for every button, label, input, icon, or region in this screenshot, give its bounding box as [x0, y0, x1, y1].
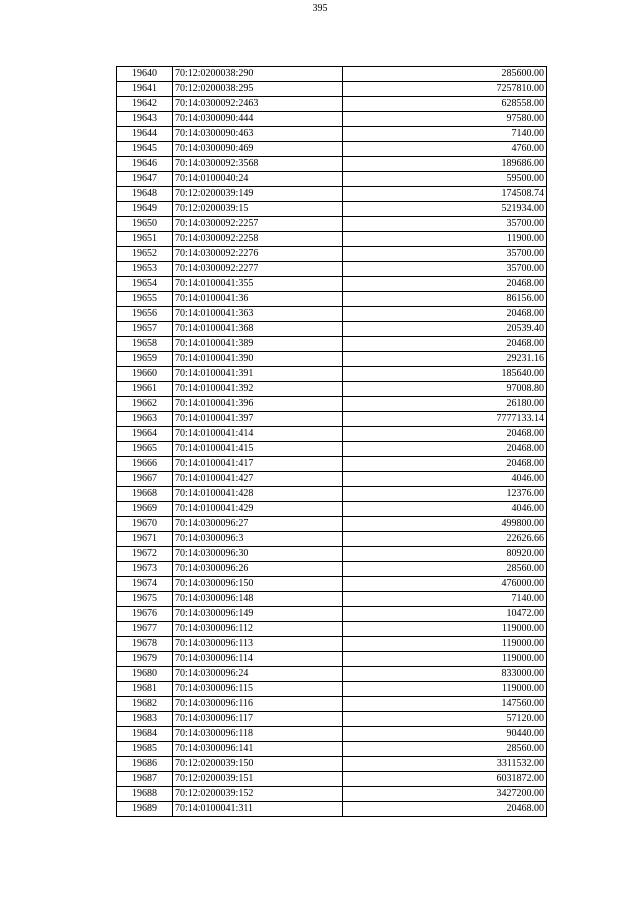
row-number: 19643: [117, 112, 173, 127]
value-cell: 189686.00: [343, 157, 547, 172]
value-cell: 7777133.14: [343, 412, 547, 427]
table-row: [117, 667, 547, 682]
row-number: 19658: [117, 337, 173, 352]
cadastral-number: 70:14:0300092:2463: [173, 97, 343, 112]
row-number: 19682: [117, 697, 173, 712]
row-number: 19644: [117, 127, 173, 142]
row-number: 19683: [117, 712, 173, 727]
table-row: [117, 697, 547, 712]
row-number: 19673: [117, 562, 173, 577]
cadastral-number: 70:12:0200039:152: [173, 787, 343, 802]
table-row: [117, 622, 547, 637]
row-number: 19667: [117, 472, 173, 487]
cadastral-number: 70:14:0300096:24: [173, 667, 343, 682]
row-number: 19645: [117, 142, 173, 157]
value-cell: 86156.00: [343, 292, 547, 307]
table-row: [117, 757, 547, 772]
table-row: [117, 517, 547, 532]
table-row: [117, 532, 547, 547]
table-row: [117, 547, 547, 562]
row-number: 19686: [117, 757, 173, 772]
row-number: 19665: [117, 442, 173, 457]
cadastral-number: 70:14:0100041:429: [173, 502, 343, 517]
table-row: [117, 682, 547, 697]
value-cell: 4046.00: [343, 472, 547, 487]
value-cell: 28560.00: [343, 742, 547, 757]
cadastral-number: 70:12:0200039:15: [173, 202, 343, 217]
row-number: 19669: [117, 502, 173, 517]
table-row: [117, 322, 547, 337]
row-number: 19648: [117, 187, 173, 202]
value-cell: 7257810.00: [343, 82, 547, 97]
table-row: [117, 502, 547, 517]
table-row: [117, 352, 547, 367]
cadastral-number: 70:14:0100041:390: [173, 352, 343, 367]
cadastral-number: 70:14:0300096:150: [173, 577, 343, 592]
value-cell: 499800.00: [343, 517, 547, 532]
cadastral-number: 70:14:0100041:36: [173, 292, 343, 307]
cadastral-number: 70:12:0200038:290: [173, 67, 343, 82]
value-cell: 35700.00: [343, 217, 547, 232]
data-table: [116, 66, 547, 817]
cadastral-number: 70:14:0300092:3568: [173, 157, 343, 172]
table-row: [117, 187, 547, 202]
value-cell: 20539.40: [343, 322, 547, 337]
cadastral-number: 70:14:0300096:118: [173, 727, 343, 742]
row-number: 19684: [117, 727, 173, 742]
cadastral-number: 70:14:0100041:363: [173, 307, 343, 322]
cadastral-number: 70:12:0200039:149: [173, 187, 343, 202]
value-cell: 97008.80: [343, 382, 547, 397]
table-row: [117, 727, 547, 742]
row-number: 19668: [117, 487, 173, 502]
table-row: [117, 112, 547, 127]
table-row: [117, 607, 547, 622]
value-cell: 476000.00: [343, 577, 547, 592]
value-cell: 147560.00: [343, 697, 547, 712]
row-number: 19657: [117, 322, 173, 337]
row-number: 19640: [117, 67, 173, 82]
table-row: [117, 742, 547, 757]
row-number: 19654: [117, 277, 173, 292]
table-row: [117, 382, 547, 397]
value-cell: 22626.66: [343, 532, 547, 547]
value-cell: 119000.00: [343, 637, 547, 652]
value-cell: 35700.00: [343, 247, 547, 262]
table-row: [117, 397, 547, 412]
table-row: [117, 217, 547, 232]
table-row: [117, 67, 547, 82]
row-number: 19678: [117, 637, 173, 652]
table-row: [117, 787, 547, 802]
table-row: [117, 637, 547, 652]
value-cell: 11900.00: [343, 232, 547, 247]
cadastral-number: 70:14:0300092:2257: [173, 217, 343, 232]
table-body: [117, 67, 547, 817]
table-row: [117, 427, 547, 442]
value-cell: 26180.00: [343, 397, 547, 412]
cadastral-number: 70:14:0100040:24: [173, 172, 343, 187]
row-number: 19651: [117, 232, 173, 247]
cadastral-number: 70:14:0100041:389: [173, 337, 343, 352]
value-cell: 20468.00: [343, 427, 547, 442]
table-row: [117, 337, 547, 352]
row-number: 19664: [117, 427, 173, 442]
table-row: [117, 772, 547, 787]
cadastral-number: 70:14:0100041:428: [173, 487, 343, 502]
value-cell: 3427200.00: [343, 787, 547, 802]
cadastral-number: 70:14:0300092:2277: [173, 262, 343, 277]
cadastral-number: 70:14:0100041:396: [173, 397, 343, 412]
value-cell: 35700.00: [343, 262, 547, 277]
row-number: 19646: [117, 157, 173, 172]
value-cell: 20468.00: [343, 307, 547, 322]
value-cell: 628558.00: [343, 97, 547, 112]
table-row: [117, 652, 547, 667]
value-cell: 20468.00: [343, 802, 547, 817]
cadastral-number: 70:14:0300090:444: [173, 112, 343, 127]
value-cell: 29231.16: [343, 352, 547, 367]
value-cell: 10472.00: [343, 607, 547, 622]
row-number: 19660: [117, 367, 173, 382]
table-row: [117, 157, 547, 172]
cadastral-number: 70:14:0300090:469: [173, 142, 343, 157]
table-row: [117, 412, 547, 427]
cadastral-number: 70:14:0300090:463: [173, 127, 343, 142]
table-row: [117, 457, 547, 472]
table-row: [117, 307, 547, 322]
table-row: [117, 472, 547, 487]
row-number: 19653: [117, 262, 173, 277]
cadastral-number: 70:12:0200039:151: [173, 772, 343, 787]
cadastral-number: 70:14:0100041:414: [173, 427, 343, 442]
value-cell: 80920.00: [343, 547, 547, 562]
table-row: [117, 262, 547, 277]
page-number: 395: [312, 3, 328, 14]
row-number: 19666: [117, 457, 173, 472]
row-number: 19672: [117, 547, 173, 562]
table-row: [117, 97, 547, 112]
row-number: 19675: [117, 592, 173, 607]
cadastral-number: 70:14:0300096:116: [173, 697, 343, 712]
row-number: 19656: [117, 307, 173, 322]
value-cell: 521934.00: [343, 202, 547, 217]
cadastral-number: 70:14:0300096:26: [173, 562, 343, 577]
row-number: 19652: [117, 247, 173, 262]
cadastral-number: 70:14:0300096:141: [173, 742, 343, 757]
cadastral-number: 70:14:0100041:417: [173, 457, 343, 472]
row-number: 19685: [117, 742, 173, 757]
table-row: [117, 127, 547, 142]
value-cell: 3311532.00: [343, 757, 547, 772]
table-row: [117, 202, 547, 217]
table-row: [117, 802, 547, 817]
cadastral-number: 70:14:0300092:2258: [173, 232, 343, 247]
cadastral-number: 70:14:0100041:368: [173, 322, 343, 337]
value-cell: 28560.00: [343, 562, 547, 577]
row-number: 19687: [117, 772, 173, 787]
cadastral-number: 70:14:0100041:415: [173, 442, 343, 457]
value-cell: 285600.00: [343, 67, 547, 82]
cadastral-number: 70:14:0100041:392: [173, 382, 343, 397]
row-number: 19681: [117, 682, 173, 697]
cadastral-number: 70:14:0300096:3: [173, 532, 343, 547]
value-cell: 185640.00: [343, 367, 547, 382]
row-number: 19647: [117, 172, 173, 187]
value-cell: 119000.00: [343, 682, 547, 697]
row-number: 19650: [117, 217, 173, 232]
table-row: [117, 442, 547, 457]
cadastral-number: 70:14:0300096:27: [173, 517, 343, 532]
row-number: 19663: [117, 412, 173, 427]
value-cell: 119000.00: [343, 622, 547, 637]
table-row: [117, 277, 547, 292]
cadastral-number: 70:14:0300096:30: [173, 547, 343, 562]
table-row: [117, 292, 547, 307]
table-row: [117, 367, 547, 382]
cadastral-number: 70:14:0300096:112: [173, 622, 343, 637]
value-cell: 119000.00: [343, 652, 547, 667]
row-number: 19677: [117, 622, 173, 637]
cadastral-number: 70:14:0300096:115: [173, 682, 343, 697]
row-number: 19670: [117, 517, 173, 532]
cadastral-number: 70:14:0100041:311: [173, 802, 343, 817]
value-cell: 20468.00: [343, 442, 547, 457]
cadastral-number: 70:14:0300096:148: [173, 592, 343, 607]
row-number: 19659: [117, 352, 173, 367]
row-number: 19649: [117, 202, 173, 217]
value-cell: 174508.74: [343, 187, 547, 202]
cadastral-number: 70:12:0200039:150: [173, 757, 343, 772]
row-number: 19689: [117, 802, 173, 817]
value-cell: 97580.00: [343, 112, 547, 127]
row-number: 19688: [117, 787, 173, 802]
table-row: [117, 487, 547, 502]
row-number: 19661: [117, 382, 173, 397]
cadastral-number: 70:14:0300096:117: [173, 712, 343, 727]
value-cell: 59500.00: [343, 172, 547, 187]
cadastral-number: 70:14:0100041:427: [173, 472, 343, 487]
value-cell: 20468.00: [343, 457, 547, 472]
cadastral-number: 70:14:0100041:391: [173, 367, 343, 382]
table-row: [117, 172, 547, 187]
value-cell: 833000.00: [343, 667, 547, 682]
cadastral-number: 70:14:0300092:2276: [173, 247, 343, 262]
value-cell: 90440.00: [343, 727, 547, 742]
row-number: 19641: [117, 82, 173, 97]
cadastral-number: 70:12:0200038:295: [173, 82, 343, 97]
value-cell: 12376.00: [343, 487, 547, 502]
row-number: 19680: [117, 667, 173, 682]
table-row: [117, 592, 547, 607]
value-cell: 20468.00: [343, 337, 547, 352]
row-number: 19671: [117, 532, 173, 547]
row-number: 19642: [117, 97, 173, 112]
table-row: [117, 142, 547, 157]
cadastral-number: 70:14:0300096:114: [173, 652, 343, 667]
value-cell: 7140.00: [343, 592, 547, 607]
row-number: 19655: [117, 292, 173, 307]
value-cell: 4760.00: [343, 142, 547, 157]
table-row: [117, 577, 547, 592]
cadastral-number: 70:14:0100041:355: [173, 277, 343, 292]
table-row: [117, 562, 547, 577]
table-row: [117, 712, 547, 727]
row-number: 19662: [117, 397, 173, 412]
cadastral-number: 70:14:0300096:149: [173, 607, 343, 622]
value-cell: 57120.00: [343, 712, 547, 727]
table-row: [117, 232, 547, 247]
row-number: 19676: [117, 607, 173, 622]
table-row: [117, 247, 547, 262]
table-row: [117, 82, 547, 97]
value-cell: 6031872.00: [343, 772, 547, 787]
cadastral-number: 70:14:0300096:113: [173, 637, 343, 652]
value-cell: 7140.00: [343, 127, 547, 142]
value-cell: 20468.00: [343, 277, 547, 292]
row-number: 19679: [117, 652, 173, 667]
cadastral-number: 70:14:0100041:397: [173, 412, 343, 427]
value-cell: 4046.00: [343, 502, 547, 517]
row-number: 19674: [117, 577, 173, 592]
